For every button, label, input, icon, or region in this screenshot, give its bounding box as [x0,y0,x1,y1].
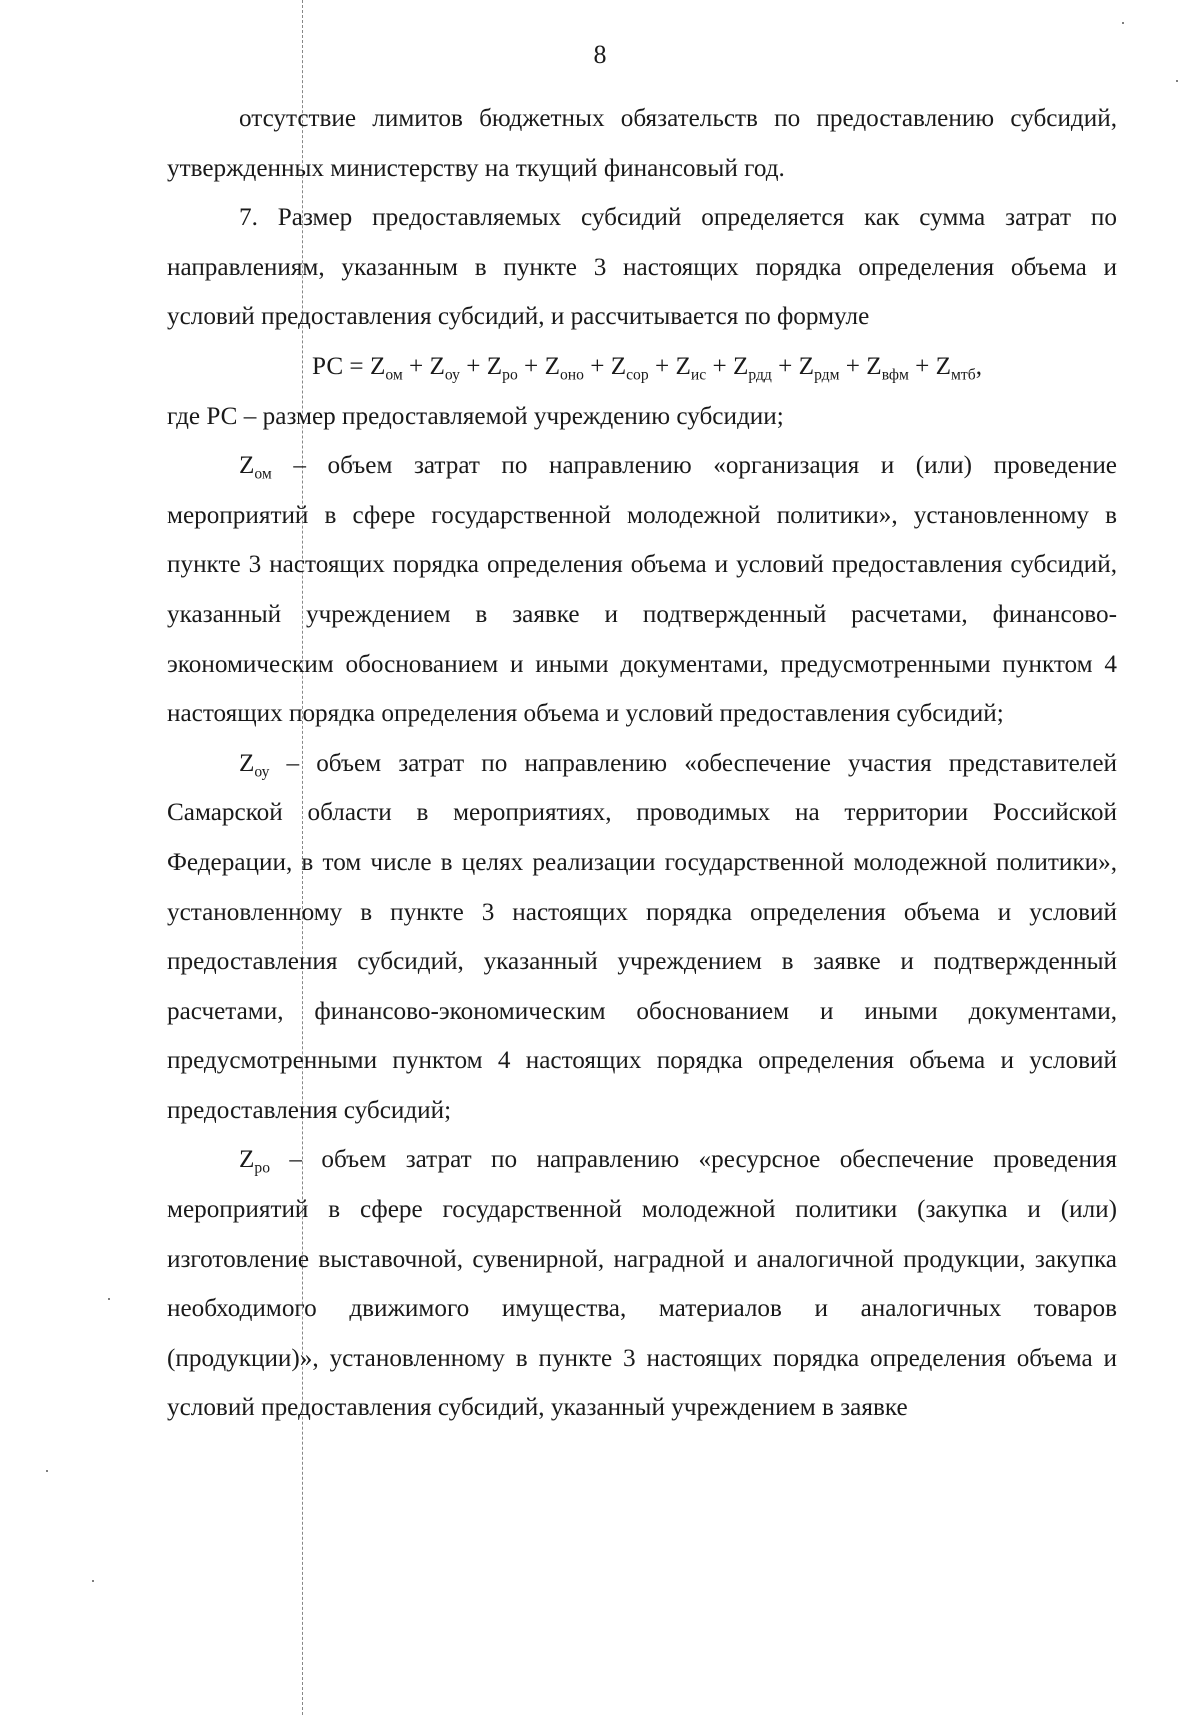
formula-term: $Z_{вфм}$ [866,352,909,384]
paragraph: 7. Размер предоставляемых субсидий определяется как сумма затрат по направлениям, указанным в пункте 3 настоящих порядка определения объема и условий предоставления субсидий, и рассчитывается по формуле [167,204,1117,331]
definitions-list [167,441,1117,1433]
scan-speck [108,1298,110,1300]
formula-term: $Z_{оно}$ [544,352,584,384]
definition-text: – объем затрат по направлению «организация и (или) проведение мероприятий в сфере государственной молодежной политики», установленному в пункте 3 настоящих порядка определения объема и условий предоставления субсидий, указанный учреждением в заявке и подтвержденный расчетами, финансово-экономическим обоснованием и иными документами, предусмотренными пунктом 4 настоящих порядка определения объема и условий предоставления субсидий; [167,452,1117,728]
formula-term: $Z_{рдм}$ [798,352,840,384]
formula-term: $Z_{мтб}$ [935,352,976,384]
scan-speck [92,1580,94,1582]
formula-term: $Z_{оу}$ [429,352,460,384]
formula: РС = $Z_{ом} + Z_{оу} + Z_{ро} + Z_{оно} + Z_{сор} + Z_{ис} + Z_{рдд} + Z_{рдм} + Z_{вфм} + Z_{мтб}$, [312,352,982,384]
definition-symbol: $Z_{ро}$ [239,1146,270,1177]
page-number: 8 [593,40,607,69]
formula-term: $Z_{ом}$ [369,352,403,384]
scan-speck [46,1470,48,1472]
scan-speck [1176,80,1178,82]
formula-term: $Z_{рдд}$ [732,352,772,384]
definition-text: – объем затрат по направлению «ресурсное обеспечение проведения мероприятий в сфере государственной молодежной политики (закупка и (или) изготовление выставочной, сувенирной, наградной и аналогичной продукции, закупка необходимого движимого имущества, материалов и аналогичных товаров (продукции)», установленному в пункте 3 настоящих порядка определения объема и условий предоставления субсидий, указанный учреждением в заявке [167,1146,1117,1422]
paragraph: отсутствие лимитов бюджетных обязательств по предоставлению субсидий, утвержденных министерству на ткущий финансовый год. [167,105,1117,182]
formula-term: $Z_{сор}$ [610,352,649,384]
formula-term: $Z_{ис}$ [675,352,707,384]
definition-text: – объем затрат по направлению «обеспечение участия представителей Самарской области в мероприятиях, проводимых на территории Российской Федерации, в том числе в целях реализации государственной молодежной политики», установленному в пункте 3 настоящих порядка определения объема и условий предоставления субсидий, указанный учреждением в заявке и подтвержденный расчетами, финансово-экономическим обоснованием и иными документами, предусмотренными пунктом 4 настоящих порядка определения объема и условий предоставления субсидий; [167,749,1117,1124]
scan-speck [1122,22,1124,24]
definition-symbol: $Z_{ом}$ [239,452,272,483]
definition-z-om [167,441,1117,739]
document-body [167,94,1117,1433]
definition-z-oy [167,739,1117,1136]
definition-z-ro [167,1135,1117,1433]
definition-symbol: $Z_{оу}$ [239,749,270,781]
where-line: где РС – размер предоставляемой учреждению субсидии; [167,402,784,430]
formula-lhs: РС [312,352,344,380]
formula-term: $Z_{ро}$ [486,352,518,384]
